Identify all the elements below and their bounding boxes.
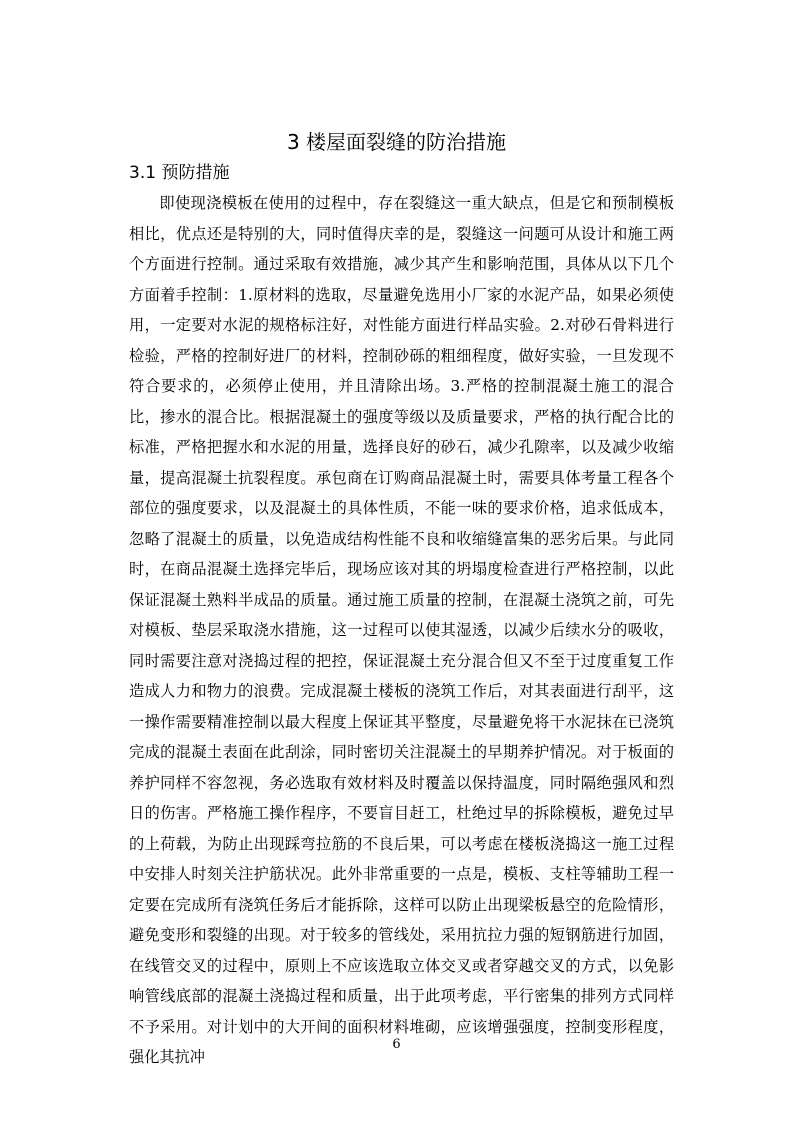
page-number: 6: [392, 1037, 401, 1052]
chapter-title: 3 楼屋面裂缝的防治措施: [286, 130, 507, 154]
body-paragraph: 即使现浇模板在使用的过程中，存在裂缝这一重大缺点，但是它和预制模板相比，优点还是特别的大，同时值得庆幸的是，裂缝这一问题可从设计和施工两个方面进行控制。通过采取有效措施，减少其产生和影响范围，具体从以下几个方面着手控制：1.原材料的选取，尽量避免选用小厂家的水泥产品，如果必须使用，一定要对水泥的规格标注好，对性能方面进行样品实验。2.对砂石骨料进行检验，严格的控制好进厂的材料，控制砂砾的粗细程度，做好实验，一旦发现不符合要求的，必须停止使用，并且清除出场。3.严格的控制混凝土施工的混合比，掺水的混合比。根据混凝土的强度等级以及质量要求，严格的执行配合比的标准，严格把握水和水泥的用量，选择良好的砂石，减少孔隙率，以及减少收缩量，提高混凝土抗裂程度。承包商在订购商品混凝土时，需要具体考量工程各个部位的强度要求，以及混凝土的具体性质，不能一味的要求价格，追求低成本，忽略了混凝土的质量，以免造成结构性能不良和收缩缝富集的恶劣后果。与此同时，在商品混凝土选择完毕后，现场应该对其的坍塌度检查进行严格控制，以此保证混凝土熟料半成品的质量。通过施工质量的控制，在混凝土浇筑之前，可先对模板、垫层采取浇水措施，这一过程可以使其湿透，以减少后续水分的吸收，同时需要注意对浇捣过程的把控，保证混凝土充分混合但又不至于过度重复工作造成人力和物力的浪费。完成混凝土楼板的浇筑工作后，对其表面进行刮平，这一操作需要精准控制以最大程度上保证其平整度，尽量避免将干水泥抹在已浇筑完成的混凝土表面在此刮涂，同时密切关注混凝土的早期养护情况。对于板面的养护同样不容忽视，务必选取有效材料及时覆盖以保持温度，同时隔绝强风和烈日的伤害。严格施工操作程序，不要盲目赶工，杜绝过早的拆除模板，避免过早的上荷载，为防止出现踩弯拉筋的不良后果，可以考虑在楼板浇捣这一施工过程中安排人时刻关注护筋状况。此外非常重要的一点是，模板、支柱等辅助工程一定要在完成所有浇筑任务后才能拆除，这样可以防止出现梁板悬空的危险情形，避免变形和裂缝的出现。对于较多的管线处，采用抗拉力强的短钢筋进行加固，在线管交叉的过程中，原则上不应该选取立体交叉或者穿越交叉的方式，以免影响管线底部的混凝土浇捣过程和质量，出于此项考虑，平行密集的排列方式同样不予采用。对计划中的大开间的面积材料堆砌，应该增强强度，控制变形程度，强化其抗冲: [129, 194, 674, 1066]
section-heading: 3.1 预防措施: [129, 163, 230, 183]
